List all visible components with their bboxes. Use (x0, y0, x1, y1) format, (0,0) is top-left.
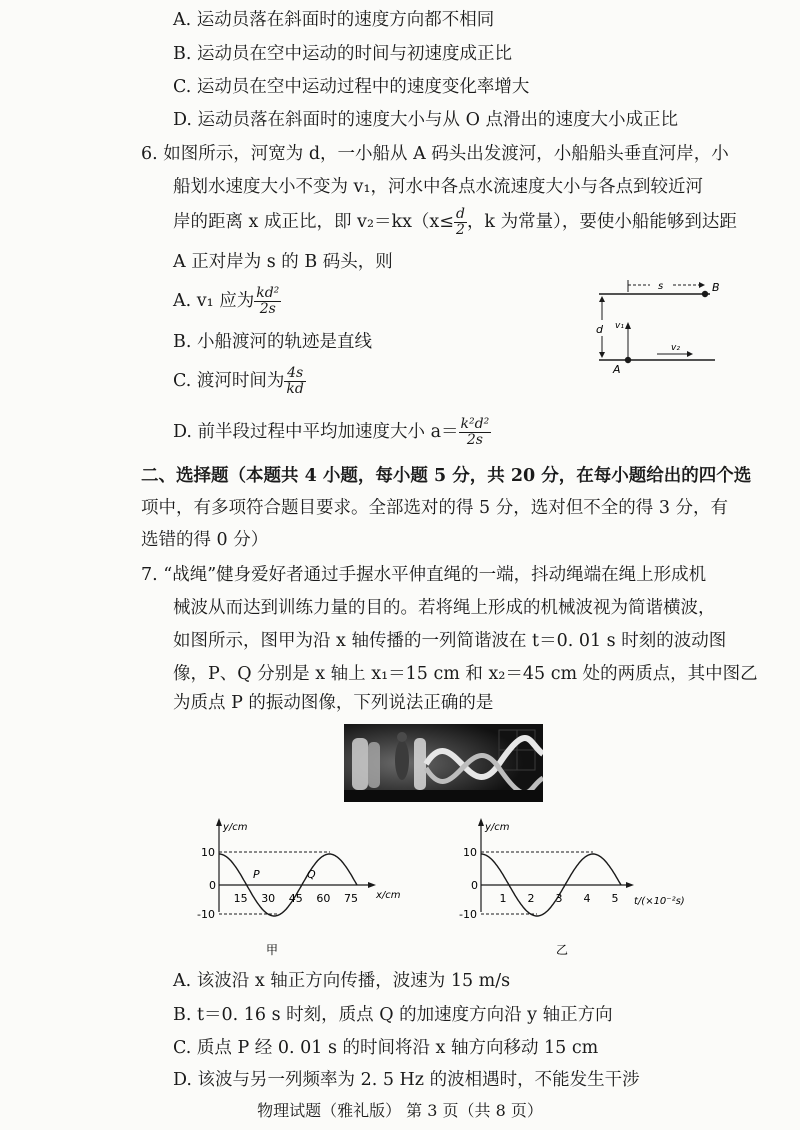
y-tick-minus10: -10 (459, 908, 477, 921)
x-tick-label: 60 (316, 892, 331, 905)
q5-option-d: D. 运动员落在斜面时的速度大小与从 O 点滑出的速度大小成正比 (173, 110, 679, 130)
y-tick-10: 10 (201, 846, 215, 859)
x-tick-label: 3 (555, 892, 563, 905)
q7-stem-line3: 如图所示，图甲为沿 x 轴传播的一列简谐波在 t＝0. 01 s 时刻的波动图 (173, 631, 727, 651)
river-diagram (585, 272, 725, 380)
y-tick-minus10: -10 (197, 908, 215, 921)
d-arrow-up (599, 296, 605, 302)
point-q-label: Q (307, 868, 316, 881)
graph-caption-jia: 甲 (266, 943, 279, 957)
x-tick-label: 30 (261, 892, 276, 905)
s-arrowhead (699, 282, 705, 288)
x-tick-label: 1 (499, 892, 507, 905)
q7-stem-line1: 7. “战绳”健身爱好者通过手握水平伸直绳的一端，抖动绳端在绳上形成机 (141, 565, 707, 585)
v1-arrowhead (625, 322, 631, 329)
section2-line2: 项中，有多项符合题目要求。全部选对的得 5 分，选对但不全的得 3 分，有 (141, 498, 729, 518)
y-axis-arrow (216, 818, 222, 826)
vibration-graph-yi (448, 812, 698, 960)
q7-option-b: B. t＝0. 16 s 时刻，质点 Q 的加速度方向沿 y 轴正方向 (173, 1005, 613, 1025)
page-footer: 物理试题（雅礼版） 第 3 页（共 8 页） (257, 1101, 543, 1120)
v2-arrowhead (687, 351, 693, 357)
y-tick-10: 10 (463, 846, 477, 859)
y-axis-arrow (478, 818, 484, 826)
q5-option-c: C. 运动员在空中运动过程中的速度变化率增大 (173, 77, 530, 97)
q7-stem-line5: 为质点 P 的振动图像，下列说法正确的是 (173, 693, 494, 713)
x-tick-label: 75 (344, 892, 358, 905)
x-axis-arrow (368, 882, 376, 888)
x-axis-label: x/cm (376, 890, 401, 901)
label-v2: v₂ (671, 343, 680, 353)
t-axis-arrow (626, 882, 634, 888)
q6-option-d: D. 前半段过程中平均加速度大小 a＝ $\frac{\text{k²d²}}{2s}$ (173, 416, 490, 448)
q7-option-d: D. 该波与另一列频率为 2. 5 Hz 的波相遇时，不能发生干涉 (173, 1070, 640, 1090)
wave-graph-jia (190, 812, 420, 960)
t-axis-label: t/(×10⁻²s) (634, 896, 685, 907)
section2-line1: 二、选择题（本题共 4 小题，每小题 5 分，共 20 分，在每小题给出的四个选 (141, 466, 752, 486)
q6-option-b: B. 小船渡河的轨迹是直线 (173, 332, 372, 352)
label-s: s (658, 281, 664, 292)
y-axis-label: y/cm (223, 822, 248, 833)
q7-option-a: A. 该波沿 x 轴正方向传播，波速为 15 m/s (173, 971, 511, 991)
point-p-label: P (253, 868, 260, 881)
q6-option-a: A. v₁ 应为 $\frac{\text{kd²}}{2s}$ (173, 285, 280, 317)
q6-option-c: C. 渡河时间为 $\frac{4s}{kd}$ (173, 365, 304, 397)
label-a: A (613, 363, 621, 376)
q7-option-c: C. 质点 P 经 0. 01 s 的时间将沿 x 轴方向移动 15 cm (173, 1038, 599, 1058)
label-d: d (596, 323, 603, 336)
q6-stem-line2: 船划水速度大小不变为 v₁，河水中各点水流速度大小与各点到较近河 (173, 177, 703, 197)
point-b (702, 291, 708, 297)
x-tick-label: 5 (611, 892, 619, 905)
q7-stem-line2: 械波从而达到训练力量的目的。若将绳上形成的机械波视为简谐横波， (173, 598, 716, 618)
d-arrow-down (599, 352, 605, 358)
y-tick-0: 0 (209, 879, 216, 892)
q5-option-a: A. 运动员落在斜面时的速度方向都不相同 (173, 10, 495, 30)
section2-line3: 选错的得 0 分） (141, 530, 269, 550)
x-tick-label: 45 (288, 892, 303, 905)
q6-stem-line3: 岸的距离 x 成正比，即 v₂＝kx（x≤ $\frac{d}{2}$ ，k 为常量），要使小船能够到达距 (173, 206, 737, 238)
battle-rope-photo (344, 724, 543, 802)
x-tick-label: 2 (527, 892, 535, 905)
label-b: B (712, 281, 720, 294)
point-a (625, 357, 631, 363)
y-tick-0: 0 (471, 879, 478, 892)
q7-stem-line4: 像，P、Q 分别是 x 轴上 x₁＝15 cm 和 x₂＝45 cm 处的两质点，其中图乙 (173, 664, 758, 684)
label-v1: v₁ (615, 321, 624, 331)
y-axis-label: y/cm (485, 822, 510, 833)
x-tick-label: 4 (583, 892, 591, 905)
x-tick-label: 15 (233, 892, 248, 905)
q6-stem-line1: 6. 如图所示，河宽为 d，一小船从 A 码头出发渡河，小船船头垂直河岸，小 (141, 144, 729, 164)
q5-option-b: B. 运动员在空中运动的时间与初速度成正比 (173, 44, 512, 64)
graph-caption-yi: 乙 (556, 943, 569, 957)
q6-stem-line4: A 正对岸为 s 的 B 码头，则 (173, 252, 393, 272)
